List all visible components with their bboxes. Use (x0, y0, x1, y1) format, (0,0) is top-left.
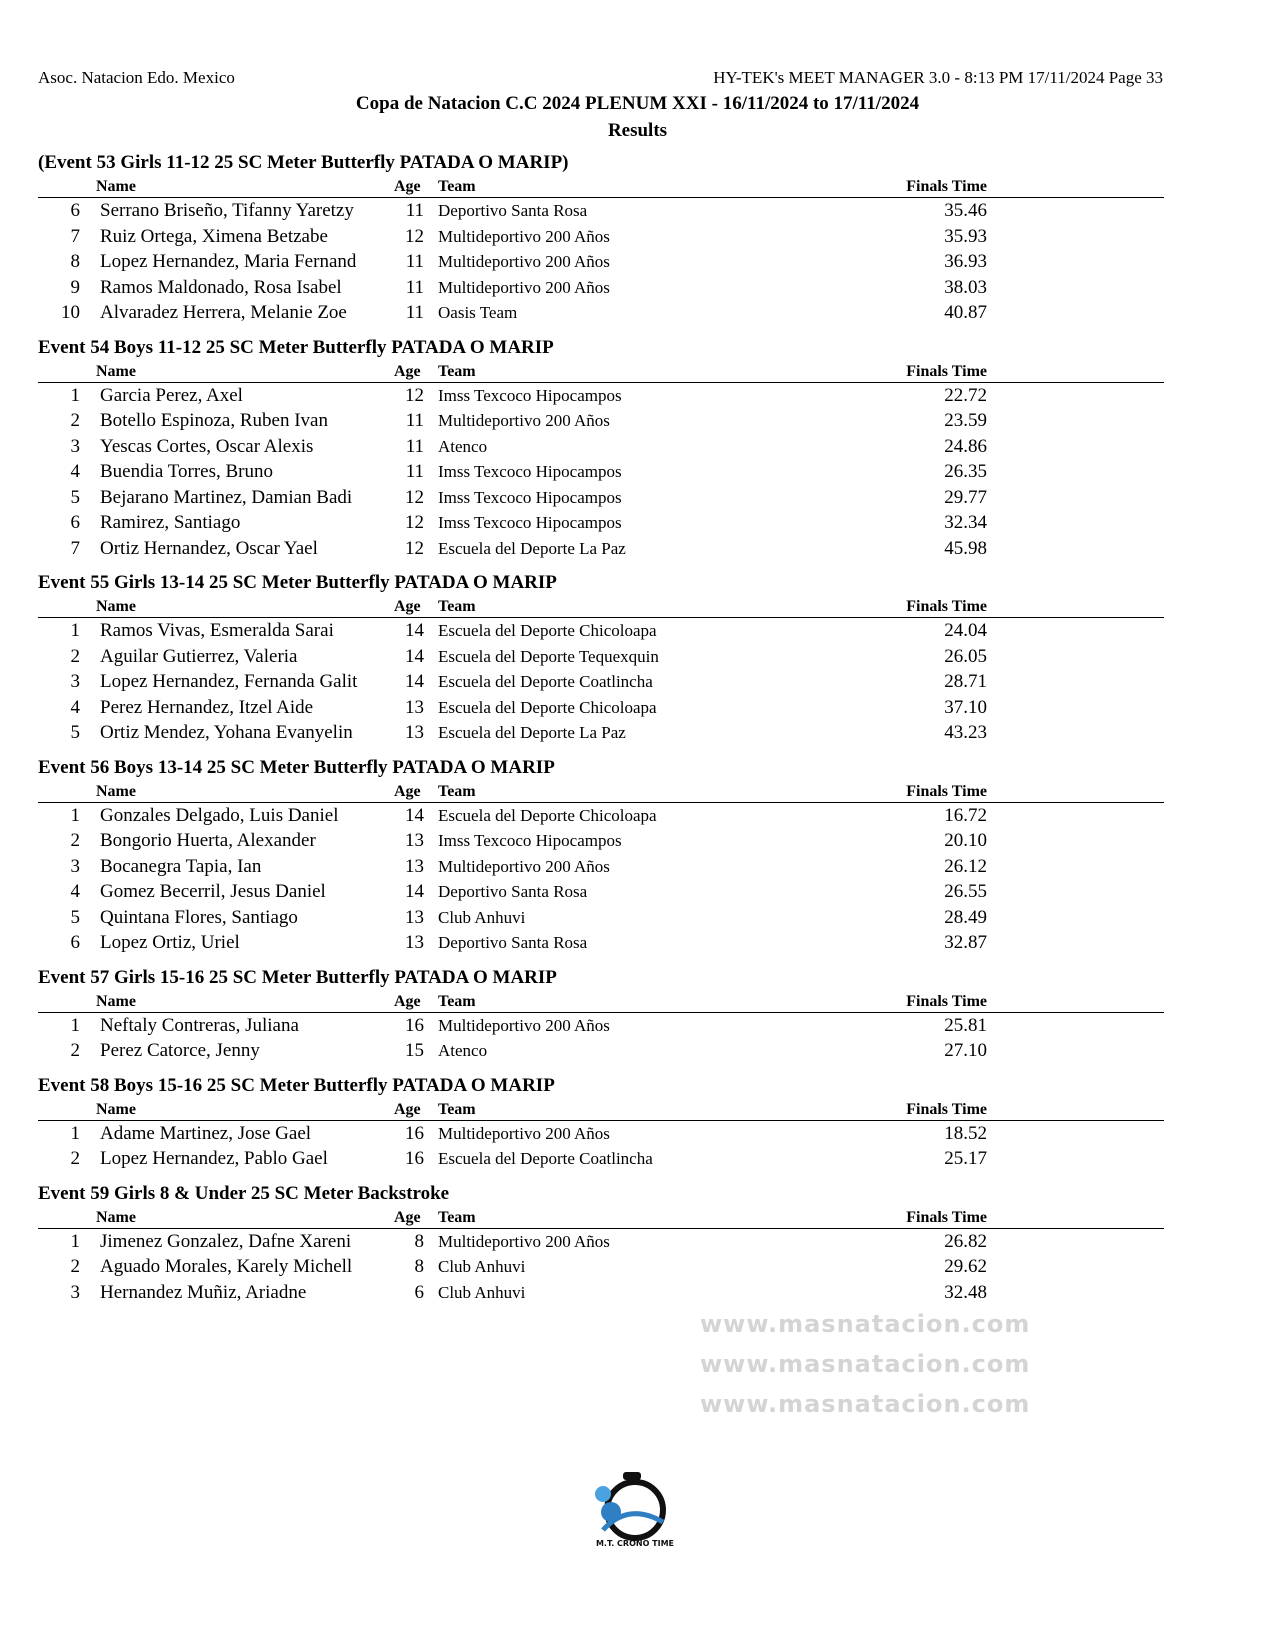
finals-time: 32.87 (944, 932, 987, 953)
result-row (38, 485, 1164, 511)
swimmer-name: Buendia Torres, Bruno (100, 461, 273, 482)
age: 13 (405, 855, 424, 877)
col-team: Team (438, 1208, 476, 1226)
col-name: Name (96, 178, 136, 195)
col-age: Age (394, 992, 421, 1010)
result-row (38, 510, 1164, 536)
result-row (38, 1013, 1164, 1039)
col-time: Finals Time (906, 782, 987, 800)
age: 13 (405, 696, 424, 718)
finals-time: 28.49 (944, 906, 987, 928)
result-row (38, 1146, 1164, 1172)
column-header (38, 360, 1164, 383)
event-title: Event 57 Girls 15-16 25 SC Meter Butterfly PATADA O MARIP (38, 966, 557, 988)
age: 12 (405, 225, 424, 247)
swimmer-name: Jimenez Gonzalez, Dafne Xareni (100, 1230, 352, 1252)
age: 13 (405, 906, 424, 928)
place: 10 (61, 302, 80, 323)
col-name: Name (96, 782, 136, 800)
swimmer-name: Perez Catorce, Jenny (100, 1040, 260, 1061)
team: Multideportivo 200 Años (438, 252, 610, 271)
result-row (38, 1254, 1164, 1280)
age: 11 (405, 435, 424, 457)
age: 16 (405, 1122, 424, 1144)
result-row (38, 854, 1164, 880)
team: Escuela del Deporte Chicoloapa (438, 621, 657, 640)
age: 8 (414, 1256, 424, 1277)
finals-time: 29.62 (944, 1256, 987, 1277)
place: 2 (70, 1256, 80, 1277)
result-row (38, 275, 1164, 301)
team: Escuela del Deporte Chicoloapa (438, 697, 657, 717)
result-row (38, 198, 1164, 224)
result-row (38, 930, 1164, 956)
col-team: Team (438, 1100, 476, 1118)
team: Multideportivo 200 Años (438, 1015, 610, 1035)
result-row (38, 536, 1164, 562)
swimmer-name: Gomez Becerril, Jesus Daniel (100, 881, 326, 902)
place: 2 (70, 1040, 80, 1061)
place: 2 (70, 410, 80, 431)
finals-time: 38.03 (944, 276, 987, 298)
place: 1 (70, 1230, 80, 1252)
place: 6 (70, 932, 80, 953)
result-row (38, 669, 1164, 695)
column-header (38, 1206, 1164, 1229)
place: 2 (70, 1148, 80, 1169)
finals-time: 24.86 (944, 435, 987, 457)
age: 11 (405, 251, 424, 272)
col-age: Age (394, 1100, 421, 1118)
swimmer-name: Bongorio Huerta, Alexander (100, 830, 316, 851)
age: 14 (405, 881, 424, 902)
col-name: Name (96, 1100, 136, 1118)
result-row (38, 300, 1164, 326)
team: Atenco (438, 436, 488, 456)
swimmer-name: Aguilar Gutierrez, Valeria (100, 645, 298, 667)
team: Escuela del Deporte Tequexquin (438, 646, 659, 666)
col-team: Team (438, 992, 476, 1010)
swimmer-name: Gonzales Delgado, Luis Daniel (100, 804, 339, 826)
place: 7 (70, 537, 80, 559)
finals-time: 26.12 (944, 855, 987, 877)
place: 3 (70, 1281, 80, 1303)
swimmer-name: Lopez Ortiz, Uriel (100, 932, 240, 953)
finals-time: 26.55 (944, 881, 987, 902)
age: 14 (405, 620, 424, 641)
finals-time: 22.72 (944, 384, 987, 406)
swimmer-name: Ortiz Mendez, Yohana Evanyelin (100, 722, 353, 743)
team: Imss Texcoco Hipocampos (438, 513, 622, 532)
col-team: Team (438, 598, 476, 615)
event-title: Event 55 Girls 13-14 25 SC Meter Butterfly PATADA O MARIP (38, 572, 557, 593)
col-team: Team (438, 178, 476, 195)
swimmer-name: Bocanegra Tapia, Ian (100, 855, 262, 877)
logo-text: M.T. CRONO TIME (595, 1539, 675, 1548)
age: 14 (405, 645, 424, 667)
col-time: Finals Time (906, 1100, 987, 1118)
swimmer-name: Aguado Morales, Karely Michell (100, 1256, 353, 1277)
result-row (38, 383, 1164, 409)
team: Multideportivo 200 Años (438, 1231, 610, 1251)
age: 16 (405, 1148, 424, 1169)
team: Multideportivo 200 Años (438, 856, 610, 876)
results-heading: Results (607, 120, 668, 141)
watermark: www.masnatacion.com (700, 1350, 1031, 1378)
age: 13 (405, 830, 424, 851)
place: 6 (70, 200, 80, 221)
finals-time: 40.87 (944, 302, 987, 323)
swimmer-name: Garcia Perez, Axel (100, 384, 243, 406)
place: 4 (70, 461, 80, 482)
swimmer-name: Ramos Maldonado, Rosa Isabel (100, 276, 342, 298)
age: 14 (405, 804, 424, 826)
finals-time: 32.34 (944, 512, 987, 533)
team: Club Anhuvi (438, 907, 526, 927)
swimmer-name: Lopez Hernandez, Pablo Gael (100, 1148, 328, 1169)
team: Multideportivo 200 Años (438, 1123, 610, 1143)
place: 4 (70, 881, 80, 902)
result-row (38, 720, 1164, 746)
col-time: Finals Time (906, 178, 987, 195)
swimmer-name: Ramirez, Santiago (100, 512, 241, 533)
place: 6 (70, 512, 80, 533)
result-row (38, 879, 1164, 905)
finals-time: 23.59 (944, 410, 987, 431)
team: Deportivo Santa Rosa (438, 933, 588, 952)
team: Imss Texcoco Hipocampos (438, 385, 622, 405)
crono-time-logo (583, 1472, 688, 1550)
place: 5 (70, 722, 80, 743)
age: 6 (414, 1281, 424, 1303)
team: Deportivo Santa Rosa (438, 201, 588, 220)
column-header (38, 1098, 1164, 1121)
finals-time: 25.81 (944, 1014, 987, 1036)
team: Escuela del Deporte La Paz (438, 538, 626, 558)
team: Oasis Team (438, 303, 518, 322)
age: 11 (405, 461, 424, 482)
col-team: Team (438, 362, 476, 380)
finals-time: 26.05 (944, 645, 987, 667)
result-row (38, 1280, 1164, 1306)
age: 8 (414, 1230, 424, 1252)
age: 14 (405, 671, 424, 692)
column-header (38, 780, 1164, 803)
team: Atenco (438, 1041, 488, 1060)
place: 1 (70, 804, 80, 826)
team: Multideportivo 200 Años (438, 411, 610, 430)
place: 4 (70, 696, 80, 718)
finals-time: 28.71 (944, 671, 987, 692)
place: 1 (70, 1014, 80, 1036)
team: Club Anhuvi (438, 1257, 526, 1276)
team: Escuela del Deporte Coatlincha (438, 672, 653, 691)
swimmer-name: Ruiz Ortega, Ximena Betzabe (100, 225, 328, 247)
team: Club Anhuvi (438, 1282, 526, 1302)
team: Imss Texcoco Hipocampos (438, 462, 622, 481)
place: 3 (70, 855, 80, 877)
result-row (38, 905, 1164, 931)
age: 11 (405, 276, 424, 298)
team: Escuela del Deporte La Paz (438, 723, 626, 742)
place: 5 (70, 906, 80, 928)
finals-time: 20.10 (944, 830, 987, 851)
place: 7 (70, 225, 80, 247)
swimmer-name: Quintana Flores, Santiago (100, 906, 298, 928)
swimmer-name: Neftaly Contreras, Juliana (100, 1014, 299, 1036)
event-title: Event 56 Boys 13-14 25 SC Meter Butterfly PATADA O MARIP (38, 756, 555, 778)
result-row (38, 224, 1164, 250)
team: Escuela del Deporte Chicoloapa (438, 805, 657, 825)
age: 12 (405, 537, 424, 559)
place: 1 (70, 1122, 80, 1144)
finals-time: 24.04 (944, 620, 987, 641)
col-age: Age (394, 1208, 421, 1226)
swimmer-name: Bejarano Martinez, Damian Badi (100, 486, 353, 508)
swimmer-name: Hernandez Muñiz, Ariadne (100, 1281, 307, 1303)
place: 9 (70, 276, 80, 298)
finals-time: 27.10 (944, 1040, 987, 1061)
col-age: Age (394, 782, 421, 800)
meet-title: Copa de Natacion C.C 2024 PLENUM XXI - 16/11/2024 to 17/11/2024 (355, 93, 920, 114)
place: 2 (70, 830, 80, 851)
team: Imss Texcoco Hipocampos (438, 487, 622, 507)
finals-time: 16.72 (944, 804, 987, 826)
col-team: Team (438, 782, 476, 800)
swimmer-name: Lopez Hernandez, Fernanda Galit (100, 671, 358, 692)
result-row (38, 408, 1164, 434)
col-time: Finals Time (906, 362, 987, 380)
col-name: Name (96, 362, 136, 380)
team: Deportivo Santa Rosa (438, 882, 588, 901)
watermark: www.masnatacion.com (700, 1310, 1031, 1338)
event-title: Event 58 Boys 15-16 25 SC Meter Butterfly PATADA O MARIP (38, 1074, 555, 1096)
finals-time: 36.93 (944, 251, 987, 272)
result-row (38, 828, 1164, 854)
finals-time: 29.77 (944, 486, 987, 508)
team: Imss Texcoco Hipocampos (438, 831, 622, 850)
software-page-info: HY-TEK's MEET MANAGER 3.0 - 8:13 PM 17/11/2024 Page 33 (713, 68, 1163, 87)
result-row (38, 459, 1164, 485)
team: Multideportivo 200 Años (438, 226, 610, 246)
result-row (38, 644, 1164, 670)
age: 13 (405, 722, 424, 743)
watermark: www.masnatacion.com (700, 1390, 1031, 1418)
age: 11 (405, 200, 424, 221)
result-row (38, 803, 1164, 829)
result-row (38, 1121, 1164, 1147)
swimmer-name: Serrano Briseño, Tifanny Yaretzy (100, 200, 354, 221)
col-time: Finals Time (906, 992, 987, 1010)
col-name: Name (96, 1208, 136, 1226)
result-row (38, 618, 1164, 644)
finals-time: 37.10 (944, 696, 987, 718)
place: 3 (70, 435, 80, 457)
swimmer-name: Botello Espinoza, Ruben Ivan (100, 410, 328, 431)
age: 16 (405, 1014, 424, 1036)
place: 2 (70, 645, 80, 667)
finals-time: 45.98 (944, 537, 987, 559)
place: 5 (70, 486, 80, 508)
finals-time: 35.46 (944, 200, 987, 221)
age: 15 (405, 1040, 424, 1061)
result-row (38, 695, 1164, 721)
age: 11 (405, 410, 424, 431)
col-name: Name (96, 598, 136, 615)
place: 3 (70, 671, 80, 692)
result-row (38, 434, 1164, 460)
swimmer-name: Yescas Cortes, Oscar Alexis (100, 435, 314, 457)
place: 8 (70, 251, 80, 272)
col-time: Finals Time (906, 598, 987, 615)
swimmer-name: Lopez Hernandez, Maria Fernand (100, 251, 357, 272)
age: 12 (405, 486, 424, 508)
age: 12 (405, 512, 424, 533)
age: 12 (405, 384, 424, 406)
place: 1 (70, 384, 80, 406)
result-row (38, 1229, 1164, 1255)
finals-time: 32.48 (944, 1281, 987, 1303)
finals-time: 35.93 (944, 225, 987, 247)
col-time: Finals Time (906, 1208, 987, 1226)
result-row (38, 249, 1164, 275)
swimmer-name: Ortiz Hernandez, Oscar Yael (100, 537, 318, 559)
swimmer-name: Ramos Vivas, Esmeralda Sarai (100, 620, 334, 641)
event-title: Event 59 Girls 8 & Under 25 SC Meter Backstroke (38, 1182, 450, 1204)
column-header (38, 990, 1164, 1013)
col-age: Age (394, 362, 421, 380)
team: Multideportivo 200 Años (438, 277, 610, 297)
age: 11 (405, 302, 424, 323)
col-name: Name (96, 992, 136, 1010)
finals-time: 26.82 (944, 1230, 987, 1252)
finals-time: 18.52 (944, 1122, 987, 1144)
finals-time: 26.35 (944, 461, 987, 482)
swimmer-name: Adame Martinez, Jose Gael (100, 1122, 312, 1144)
event-title: (Event 53 Girls 11-12 25 SC Meter Butterfly PATADA O MARIP) (38, 152, 569, 173)
age: 13 (405, 932, 424, 953)
column-header (38, 595, 1164, 618)
col-age: Age (394, 178, 421, 195)
result-row (38, 1038, 1164, 1064)
organization: Asoc. Natacion Edo. Mexico (38, 68, 235, 87)
results-list (38, 150, 1164, 1305)
swimmer-name: Perez Hernandez, Itzel Aide (100, 696, 314, 718)
col-age: Age (394, 598, 421, 615)
event-title: Event 54 Boys 11-12 25 SC Meter Butterfly PATADA O MARIP (38, 336, 554, 358)
finals-time: 43.23 (944, 722, 987, 743)
place: 1 (70, 620, 80, 641)
column-header (38, 175, 1164, 198)
team: Escuela del Deporte Coatlincha (438, 1149, 653, 1168)
swimmer-name: Alvaradez Herrera, Melanie Zoe (100, 302, 347, 323)
finals-time: 25.17 (944, 1148, 987, 1169)
